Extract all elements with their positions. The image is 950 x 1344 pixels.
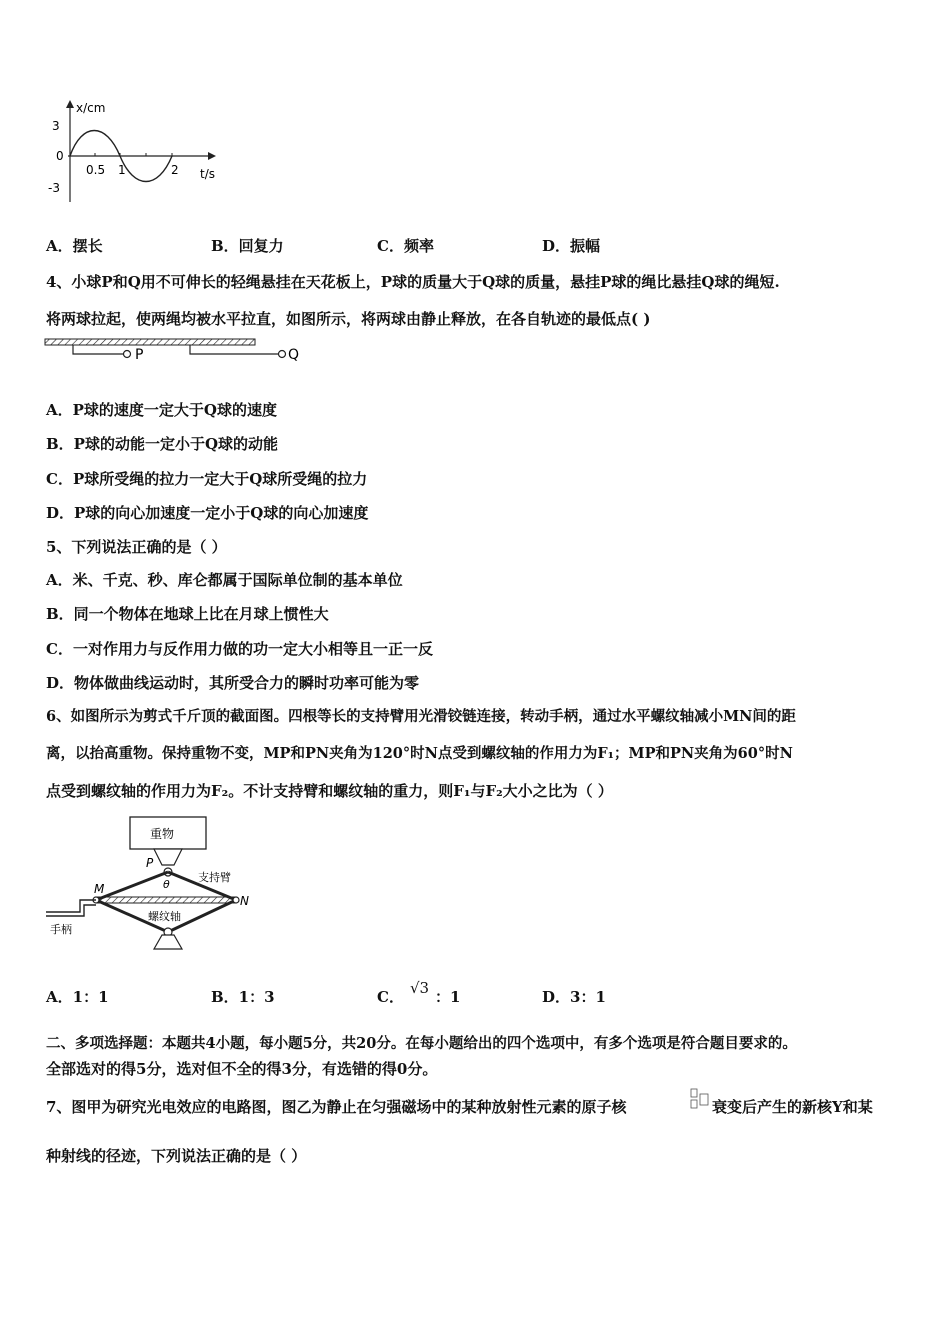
section2-line1: 二、多项选择题：本题共4小题，每小题5分，共20分。在每小题给出的四个选项中，有多个选项是符合题目要求的。 <box>46 1035 797 1052</box>
handle-rod <box>46 900 96 912</box>
label-p: P <box>146 856 154 870</box>
screw-shaft <box>96 897 236 903</box>
q4-option-d: D．P球的向心加速度一定小于Q球的向心加速度 <box>46 504 369 522</box>
top-mount <box>154 849 182 865</box>
graph-tick-1: 1 <box>118 163 126 177</box>
q6-stem-line3: 点受到螺纹轴的作用力为F₂。不计支持臂和螺纹轴的重力，则F₁与F₂大小之比为（ ） <box>46 782 613 800</box>
q4-option-b: B．P球的动能一定小于Q球的动能 <box>46 435 279 453</box>
label-n: N <box>240 894 249 908</box>
label-q: Q <box>288 347 300 363</box>
label-p: P <box>135 347 144 363</box>
graph-y-zero: 0 <box>56 149 64 163</box>
q5-option-c: C．一对作用力与反作用力做的功一定大小相等且一正一反 <box>46 640 433 658</box>
q3-displacement-graph <box>40 98 240 208</box>
q3-option-a: A．摆长 <box>46 237 103 255</box>
handle-label: 手柄 <box>50 923 72 936</box>
q7-stem-line1-b: 衰变后产生的新核Y和某 <box>712 1098 873 1116</box>
q6-option-c: C． <box>377 988 404 1006</box>
q6-stem-line1: 6、如图所示为剪式千斤顶的截面图。四根等长的支持臂用光滑铰链连接，转动手柄，通过水平螺纹轴减小MN间的距 <box>46 708 796 725</box>
q6-jack-figure <box>44 815 274 955</box>
q5-option-a: A．米、千克、秒、库仑都属于国际单位制的基本单位 <box>46 571 403 589</box>
q4-stem-line2: 将两球拉起，使两绳均被水平拉直，如图所示，将两球由静止释放，在各自轨迹的最低点( ) <box>46 310 651 328</box>
section2-line2: 全部选对的得5分，选对但不全的得3分，有选错的得0分。 <box>46 1060 438 1078</box>
q4-pendulum-figure <box>45 336 315 366</box>
q3-option-b: B．回复力 <box>211 237 284 255</box>
base-mount <box>154 935 182 949</box>
graph-x-label: t/s <box>200 167 215 181</box>
q5-stem: 5、下列说法正确的是（ ） <box>46 538 227 556</box>
graph-y-neg: -3 <box>48 181 60 195</box>
label-m: M <box>94 882 105 896</box>
nucleus-symbol-icon <box>691 1088 711 1110</box>
q7-stem-line1-a: 7、图甲为研究光电效应的电路图，图乙为静止在匀强磁场中的某种放射性元素的原子核 <box>46 1098 627 1116</box>
x-axis-arrow <box>66 100 74 108</box>
rope-q <box>190 345 278 354</box>
graph-y-pos: 3 <box>52 119 60 133</box>
q6-option-c-ratio: ：1 <box>435 988 461 1006</box>
rope-p <box>73 345 123 354</box>
q6-option-b: B．1：3 <box>211 988 275 1006</box>
ceiling <box>45 339 255 345</box>
q4-option-a: A．P球的速度一定大于Q球的速度 <box>46 401 277 419</box>
q6-option-d: D．3：1 <box>542 988 606 1006</box>
q5-option-b: B．同一个物体在地球上比在月球上惯性大 <box>46 605 329 623</box>
label-theta: θ <box>163 878 170 891</box>
q3-option-c: C．频率 <box>377 237 434 255</box>
q5-option-d: D．物体做曲线运动时，其所受合力的瞬时功率可能为零 <box>46 674 420 692</box>
t-axis-arrow <box>208 152 216 160</box>
ball-p <box>124 351 131 358</box>
q6-stem-line2: 离，以抬高重物。保持重物不变，MP和PN夹角为120°时N点受到螺纹轴的作用力为F₁；MP和PN夹角为60°时N <box>46 745 793 762</box>
arm-label: 支持臂 <box>198 871 231 884</box>
arm-mp <box>96 872 168 900</box>
q3-option-d: D．振幅 <box>542 237 601 255</box>
screw-label: 螺纹轴 <box>148 910 181 923</box>
graph-tick-2: 2 <box>171 163 179 177</box>
ball-q <box>279 351 286 358</box>
q6-option-a: A．1：1 <box>46 988 109 1006</box>
graph-tick-05: 0.5 <box>86 163 106 177</box>
graph-y-label: x/cm <box>76 101 106 115</box>
q7-stem-line2: 种射线的径迹，下列说法正确的是（ ） <box>46 1147 307 1165</box>
weight-label: 重物 <box>150 827 175 841</box>
q4-option-c: C．P球所受绳的拉力一定大于Q球所受绳的拉力 <box>46 470 368 488</box>
q6-option-c-sqrt: √3 <box>410 979 430 997</box>
q4-stem-line1: 4、小球P和Q用不可伸长的轻绳悬挂在天花板上，P球的质量大于Q球的质量，悬挂P球的绳比悬挂Q球的绳短. <box>46 273 780 291</box>
